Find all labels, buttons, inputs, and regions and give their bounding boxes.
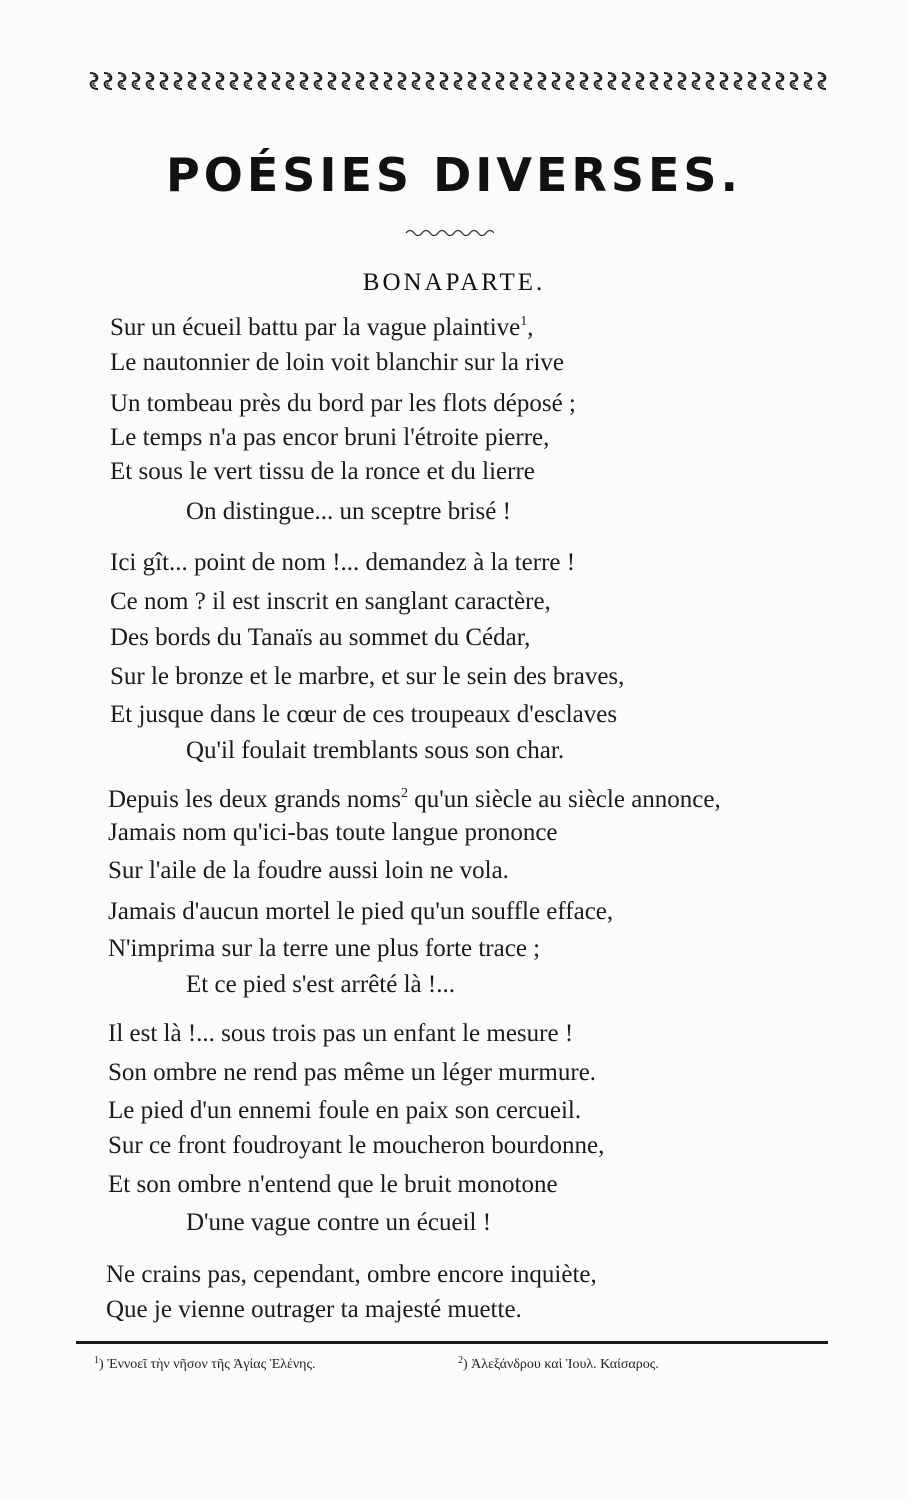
verse-line: Jamais nom qu'ici-bas toute langue prononce <box>108 819 558 846</box>
footnote-1: $^1$) Ἐννοεῖ τὴν νῆσον τῆς Ἁγίας Ἑλένης. <box>94 1355 316 1372</box>
verse-line: Et ce pied s'est arrêté là !... <box>186 971 455 998</box>
chain-ornament-svg <box>88 70 830 92</box>
footnote-divider <box>76 1341 828 1344</box>
footnote-ref: 1 <box>520 314 528 329</box>
poem-title: BONAPARTE. <box>362 269 546 296</box>
page-title: POÉSIES DIVERSES. <box>166 148 742 202</box>
verse-line: Ne crains pas, cependant, ombre encore inquiète, <box>106 1261 597 1288</box>
verse-line: Le nautonnier de loin voit blanchir sur la rive <box>110 349 565 376</box>
small-ornament <box>404 225 494 241</box>
verse-line: N'imprima sur la terre une plus forte trace ; <box>108 935 541 962</box>
verse-line: Et sous le vert tissu de la ronce et du lierre <box>110 458 535 485</box>
verse-line: Sur l'aile de la foudre aussi loin ne vola. <box>108 857 509 884</box>
verse-line: Le temps n'a pas encor bruni l'étroite pierre, <box>110 424 550 451</box>
verse-line: Et jusque dans le cœur de ces troupeaux d'esclaves <box>110 701 618 728</box>
footnote-2: $^2$) Ἀλεξάνδρου καὶ Ἰουλ. Καίσαρος. <box>458 1355 659 1372</box>
verse-line: Jamais d'aucun mortel le pied qu'un souffle efface, <box>108 898 614 925</box>
verse-line: Que je vienne outrager ta majesté muette. <box>106 1296 522 1323</box>
verse-line: Depuis les deux grands noms$^2$ qu'un siècle au siècle annonce, <box>108 786 721 813</box>
verse-line: Des bords du Tanaïs au sommet du Cédar, <box>110 624 531 651</box>
chain-ornament-band <box>88 70 830 92</box>
verse-line: Un tombeau près du bord par les flots déposé ; <box>110 390 576 417</box>
verse-line: D'une vague contre un écueil ! <box>186 1209 492 1236</box>
small-ornament-svg <box>404 225 494 241</box>
verse-line: Et son ombre n'entend que le bruit monotone <box>108 1171 558 1198</box>
verse-line: Qu'il foulait tremblants sous son char. <box>186 737 565 764</box>
verse-line: Sur ce front foudroyant le moucheron bourdonne, <box>108 1132 605 1159</box>
footnote-ref: 2 <box>401 786 409 801</box>
verse-line: Il est là !... sous trois pas un enfant le mesure ! <box>108 1020 574 1047</box>
verse-line: On distingue... un sceptre brisé ! <box>186 498 511 525</box>
verse-line: Le pied d'un ennemi foule en paix son cercueil. <box>108 1097 582 1124</box>
verse-line: Sur le bronze et le marbre, et sur le sein des braves, <box>110 663 625 690</box>
verse-line: Ce nom ? il est inscrit en sanglant caractère, <box>110 588 551 615</box>
verse-line: Ici gît... point de nom !... demandez à la terre ! <box>110 549 576 576</box>
verse-line: Sur un écueil battu par la vague plaintive$^1$, <box>110 314 534 341</box>
verse-line: Son ombre ne rend pas même un léger murmure. <box>108 1059 597 1086</box>
